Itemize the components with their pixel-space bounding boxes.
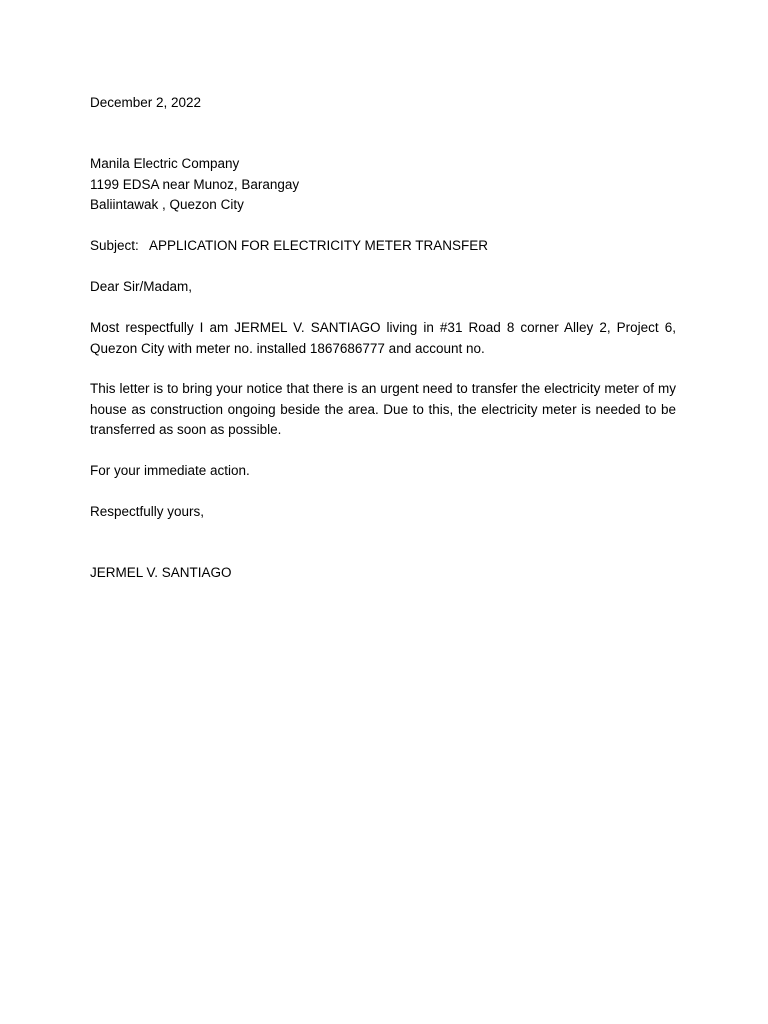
- subject-text: APPLICATION FOR ELECTRICITY METER TRANSFER: [149, 238, 489, 253]
- recipient-address-line2: Baliintawak , Quezon City: [90, 197, 244, 212]
- letter-date: December 2, 2022: [90, 95, 202, 110]
- closing: Respectfully yours,: [90, 504, 205, 519]
- body-paragraph-intro: Most respectfully I am JERMEL V. SANTIAGO living in #31 Road 8 corner Alley 2, Project 6, Quezon City with meter no. installed 1867686777 and account no.: [90, 320, 676, 356]
- salutation: Dear Sir/Madam,: [90, 279, 193, 294]
- body-paragraph-request: This letter is to bring your notice that there is an urgent need to transfer the electricity meter of my house as construction ongoing beside the area. Due to this, the electricity meter is needed to be transferred as soon as possible.: [90, 381, 676, 437]
- subject-label: Subject:: [90, 238, 139, 253]
- recipient-address-line1: 1199 EDSA near Munoz, Barangay: [90, 177, 300, 192]
- body-paragraph-action: For your immediate action.: [90, 463, 250, 478]
- recipient-name: Manila Electric Company: [90, 156, 240, 171]
- subject-line: [90, 236, 488, 257]
- signature-name: JERMEL V. SANTIAGO: [90, 565, 232, 580]
